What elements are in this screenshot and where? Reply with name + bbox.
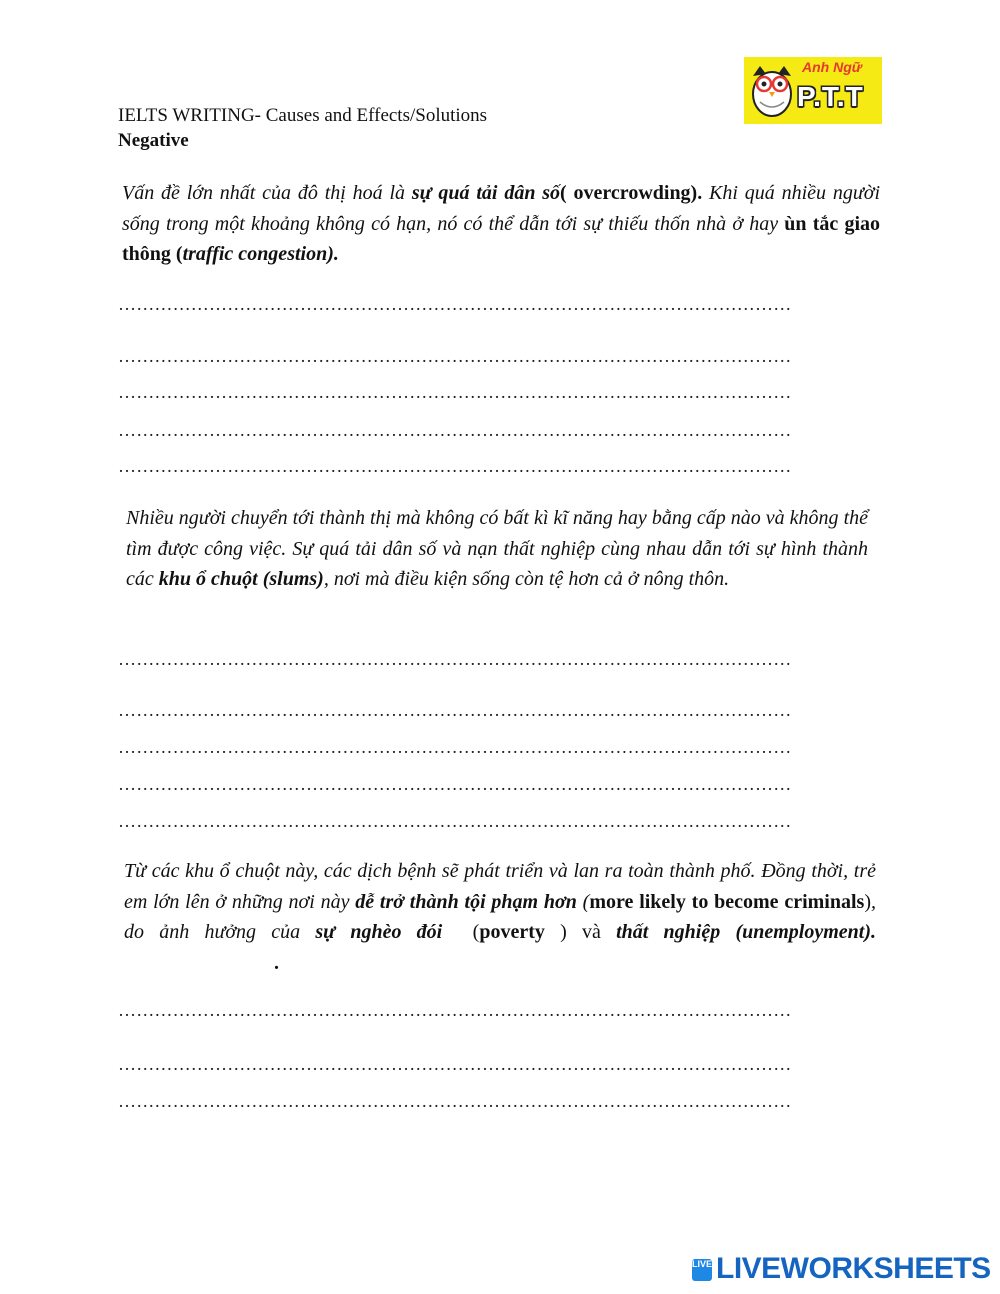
- owl-icon: [750, 62, 794, 118]
- live-badge-icon: LIVE: [692, 1259, 712, 1281]
- text-segment: thất nghiệp (unemployment).: [616, 921, 876, 943]
- answer-line[interactable]: …………………………………………………………………………………………………: [118, 1000, 792, 1020]
- answer-line[interactable]: …………………………………………………………………………………………………: [118, 774, 792, 794]
- answer-line[interactable]: …………………………………………………………………………………………………: [118, 1091, 792, 1111]
- text-segment: dễ trở thành tội phạm hơn: [355, 890, 577, 913]
- text-segment: poverty: [479, 921, 545, 943]
- text-segment: sự quá tải dân số: [411, 182, 561, 204]
- text-segment: (: [442, 921, 480, 943]
- section-heading: Negative: [118, 130, 189, 151]
- text-segment: (: [576, 890, 590, 913]
- answer-line[interactable]: …………………………………………………………………………………………………: [118, 294, 792, 314]
- paragraph-2: [126, 503, 868, 595]
- text-segment: ùn tắc giao thông (: [122, 212, 880, 265]
- text-segment: , do ảnh hưởng của: [124, 890, 876, 943]
- logo-tagline: Anh Ngữ: [802, 59, 862, 75]
- text-segment: ( overcrowding).: [560, 182, 703, 204]
- paragraph-1: [122, 178, 880, 270]
- text-segment: [124, 952, 274, 974]
- text-segment: Nhiều người chuyển tới thành thị mà không có bất kì kĩ năng hay bằng cấp nào và không thể tìm được công việc. Sự quá tải dân số và nạn thất nghiệp cùng nhau dẫn tới sự hình thành các: [126, 507, 868, 590]
- text-segment: , nơi mà điều kiện sống còn tệ hơn cả ở nông thôn.: [323, 568, 730, 590]
- answer-line[interactable]: …………………………………………………………………………………………………: [118, 1054, 792, 1074]
- answer-line[interactable]: …………………………………………………………………………………………………: [118, 456, 792, 476]
- text-segment: .: [274, 951, 279, 974]
- text-segment: ): [864, 890, 871, 913]
- text-segment: Khi quá nhiều người sống trong một khoảng không có hạn, nó có thể dẫn tới sự thiếu thốn nhà ở hay: [122, 182, 880, 235]
- answer-line[interactable]: …………………………………………………………………………………………………: [118, 346, 792, 366]
- answer-line[interactable]: …………………………………………………………………………………………………: [118, 649, 792, 669]
- text-segment: khu ổ chuột (slums): [158, 568, 324, 590]
- answer-line[interactable]: …………………………………………………………………………………………………: [118, 382, 792, 402]
- answer-line[interactable]: …………………………………………………………………………………………………: [118, 700, 792, 720]
- text-segment: traffic congestion).: [182, 243, 339, 265]
- logo-name: P.T.T: [797, 81, 864, 112]
- brand-logo: [744, 57, 882, 124]
- text-segment: sự nghèo đói: [315, 921, 443, 943]
- liveworksheets-wordmark: LIVEWORKSHEETS: [716, 1252, 991, 1285]
- text-segment: Từ các khu ổ chuột này, các dịch bệnh sẽ phát triển và lan ra toàn thành phố. Đồng thời, trẻ em lớn lên ở những nơi này: [124, 860, 876, 913]
- answer-line[interactable]: …………………………………………………………………………………………………: [118, 811, 792, 831]
- answer-line[interactable]: …………………………………………………………………………………………………: [118, 737, 792, 757]
- answer-line[interactable]: …………………………………………………………………………………………………: [118, 420, 792, 440]
- text-segment: ) và: [544, 921, 617, 943]
- page-title: IELTS WRITING- Causes and Effects/Solutions: [118, 105, 488, 126]
- paragraph-3: [124, 856, 876, 978]
- text-segment: more likely to become criminals: [589, 890, 865, 913]
- text-segment: Vấn đề lớn nhất của đô thị hoá là: [122, 182, 412, 204]
